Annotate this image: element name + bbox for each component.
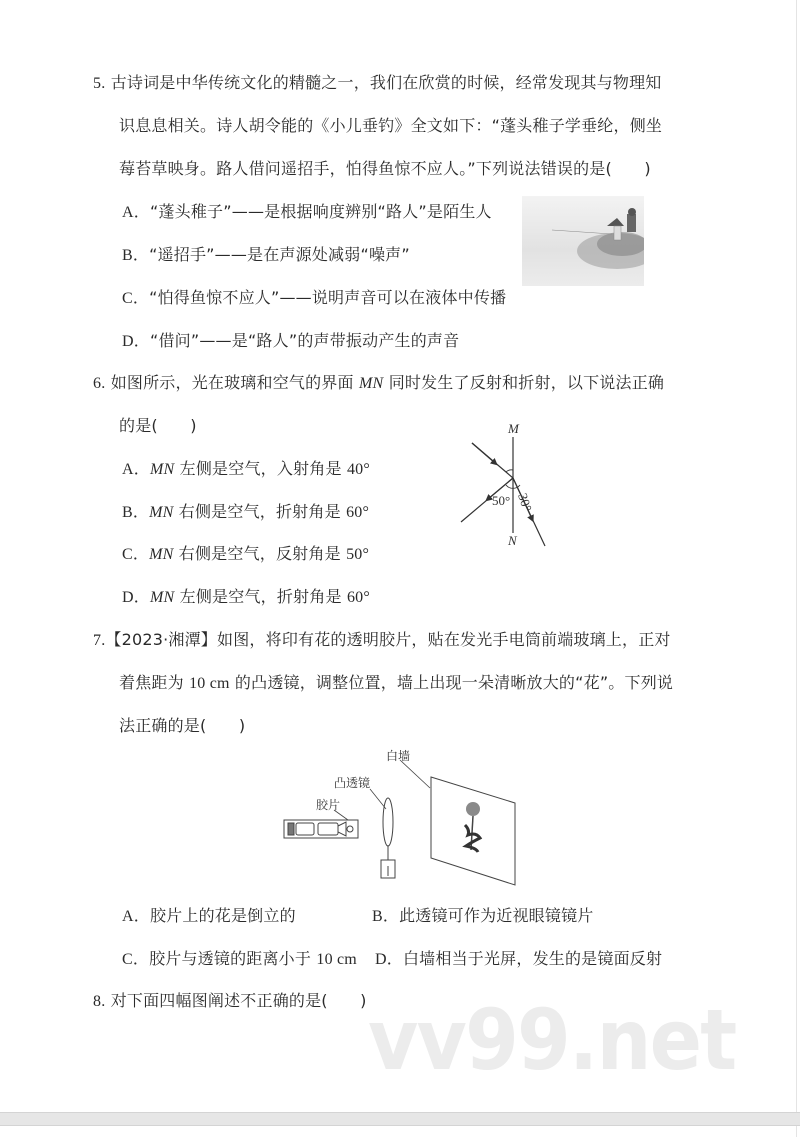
q7-option-c: C．胶片与透镜的距离小于 10 cm <box>122 949 357 968</box>
q5-option-d: D．“借问”——是“路人”的声带振动产生的声音 <box>122 331 460 350</box>
q7-option-a: A．胶片上的花是倒立的 <box>122 906 296 925</box>
q6-option-a: A．MN 左侧是空气，入射角是 40° <box>122 459 370 478</box>
label-n: N <box>508 533 517 548</box>
q8-line-1: 8. 对下面四幅图阐述不正确的是( ) <box>93 991 367 1010</box>
angle-50: 50° <box>492 493 511 508</box>
q7-option-b: B．此透镜可作为近视眼镜镜片 <box>372 906 594 925</box>
next-page <box>0 1126 797 1137</box>
q6-option-c: C．MN 右侧是空气，反射角是 50° <box>122 544 370 563</box>
q6-line-1: 6. 如图所示，光在玻璃和空气的界面 MN 同时发生了反射和折射，以下说法正确 <box>93 373 665 392</box>
label-white-wall: 白墙 <box>386 749 411 763</box>
white-wall <box>431 777 515 885</box>
q5-option-a: A．“蓬头稚子”——是根据响度辨别“路人”是陌生人 <box>122 202 492 221</box>
watermark: vv99.net <box>368 991 736 1089</box>
label-m: M <box>508 421 519 436</box>
q5-number: 5. <box>93 75 106 92</box>
q7-option-d: D．白墙相当于光屏，发生的是镜面反射 <box>375 949 663 968</box>
q7-line-3: 法正确的是( ) <box>119 716 246 735</box>
q6-option-d: D．MN 左侧是空气，折射角是 60° <box>122 587 370 606</box>
projector-diagram <box>270 740 530 890</box>
q6-line-2: 的是( ) <box>119 416 197 435</box>
refraction-diagram <box>440 415 570 555</box>
q7-line-2: 着焦距为 10 cm 的凸透镜，调整位置，墙上出现一朵清晰放大的“花”。下列说 <box>119 673 674 692</box>
q5-line-3: 莓苔草映身。路人借问遥招手，怕得鱼惊不应人。”下列说法错误的是( ) <box>119 159 651 178</box>
q5-line-1: 5. 古诗词是中华传统文化的精髓之一，我们在欣赏的时候，经常发现其与物理知 <box>93 73 662 92</box>
q5-option-c: C．“怕得鱼惊不应人”——说明声音可以在液体中传播 <box>122 288 507 307</box>
q7-line-1: 7.【2023·湘潭】如图，将印有花的透明胶片，贴在发光手电筒前端玻璃上，正对 <box>93 630 671 649</box>
q6-option-b: B．MN 右侧是空气，折射角是 60° <box>122 502 370 521</box>
q5-option-b: B．“遥招手”——是在声源处减弱“噪声” <box>122 245 410 264</box>
page-separator <box>0 1112 800 1126</box>
label-film: 胶片 <box>316 798 341 812</box>
q7-source-tag: 【2023·湘潭】 <box>105 630 218 649</box>
flashlight-icon <box>284 820 358 838</box>
q5-line-2: 识息息相关。诗人胡令能的《小儿垂钓》全文如下：“蓬头稚子学垂纶，侧坐 <box>119 116 663 135</box>
angle-30: 30° <box>515 491 536 514</box>
convex-lens-icon <box>381 798 395 878</box>
label-convex-lens: 凸透镜 <box>334 776 371 790</box>
fishing-painting-image <box>522 196 644 286</box>
